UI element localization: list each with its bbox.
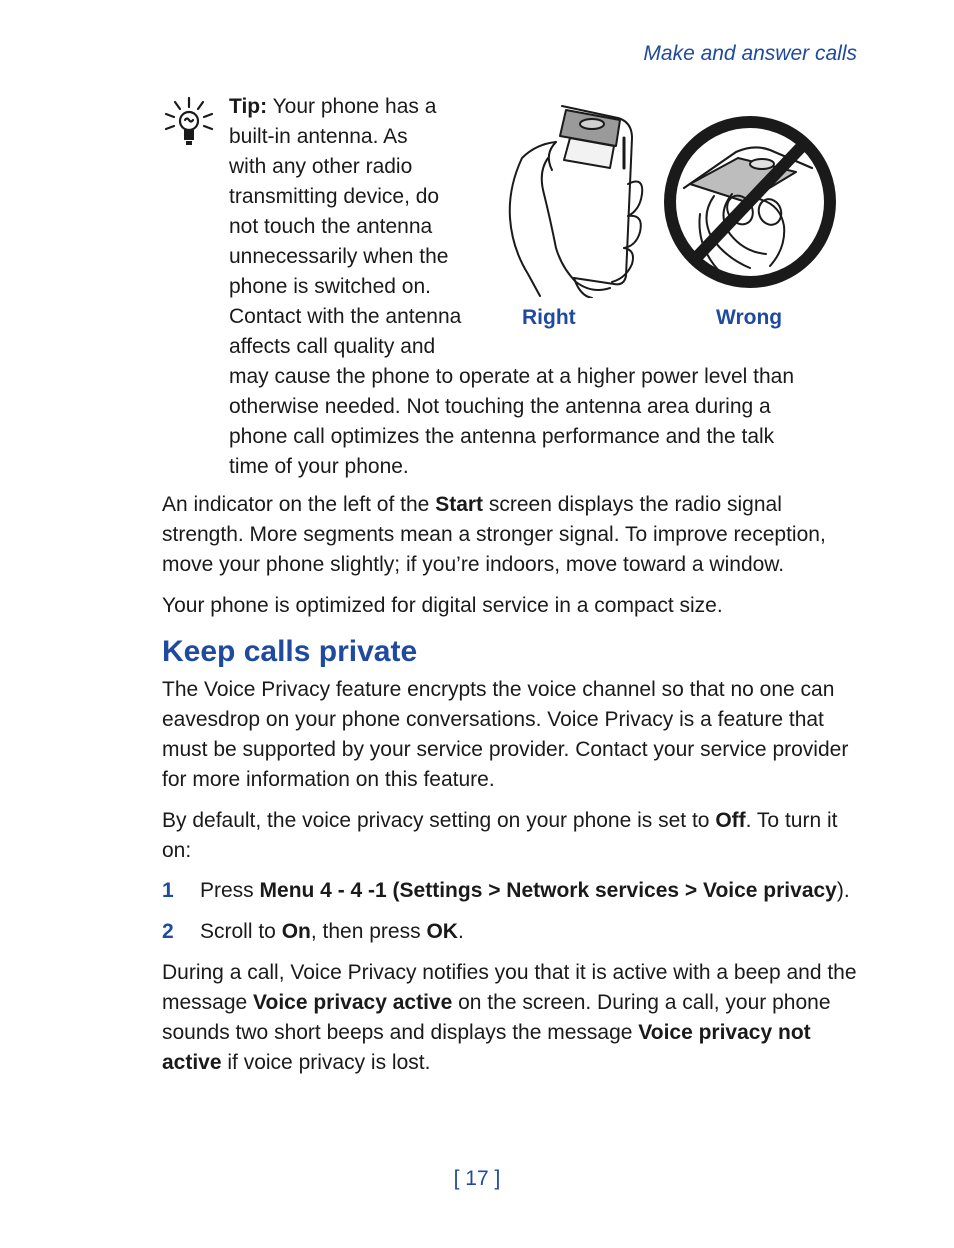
right-hand-illustration — [510, 106, 642, 298]
text-run: An indicator on the left of the — [162, 493, 436, 516]
step-2 — [162, 917, 862, 947]
text-run: ). — [836, 879, 850, 902]
text-run: screen displays the radio signal strength. More segments mean a stronger signal. To improve reception, move your phone slightly; if you’re indoors, move toward a window. — [162, 493, 826, 576]
tip-line: transmitting device, do — [229, 185, 440, 208]
during-call-paragraph — [162, 958, 862, 1078]
voice-privacy-intro — [162, 675, 862, 795]
step-number: 1 — [162, 879, 174, 902]
tip-line: may cause the phone to operate at a higher power level than — [229, 365, 795, 388]
tip-line: time of your phone. — [229, 455, 409, 478]
tip-line: Contact with the antenna — [229, 305, 462, 328]
text-run: Press — [200, 879, 260, 902]
tip-line: unnecessarily when the — [229, 245, 449, 268]
tip-line: built-in antenna. As — [229, 125, 408, 148]
optimized-paragraph — [162, 591, 862, 621]
page-number: [ 17 ] — [453, 1167, 501, 1190]
on-term: On — [281, 920, 311, 943]
text-run: Scroll to — [200, 920, 282, 943]
optimized-text: Your phone is optimized for digital service in a compact size. — [162, 594, 723, 617]
tip-text: Your phone has a — [267, 95, 437, 118]
voice-privacy-active-message: Voice privacy active — [253, 991, 453, 1014]
text-run: . To turn it on: — [162, 809, 838, 862]
tip-line: otherwise needed. Not touching the antenna area during a — [229, 395, 771, 418]
tip-line: affects call quality and — [229, 335, 436, 358]
figure-label-right: Right — [522, 306, 576, 329]
lightbulb-icon — [163, 96, 215, 152]
tip-line — [229, 92, 436, 122]
start-screen-term: Start — [435, 493, 484, 516]
default-setting-paragraph — [162, 806, 862, 866]
ok-term: OK — [426, 920, 458, 943]
tip-line: with any other radio — [229, 155, 413, 178]
tip-line: phone is switched on. — [229, 275, 431, 298]
figure-label-wrong: Wrong — [716, 306, 783, 329]
tip-line: not touch the antenna — [229, 215, 433, 238]
signal-indicator-paragraph — [162, 490, 862, 580]
voice-privacy-not-active-message: Voice privacy not active — [162, 1021, 811, 1074]
text-run: on the screen. During a call, your phone sounds two short beeps and displays the message — [162, 991, 831, 1044]
text-run: , then press — [310, 920, 427, 943]
tip-label: Tip: — [229, 95, 268, 118]
text-run: if voice privacy is lost. — [221, 1051, 431, 1074]
text-run: . — [457, 920, 464, 943]
text-run: During a call, Voice Privacy notifies you that it is active with a beep and the message — [162, 961, 857, 1014]
phone-holding-illustration — [500, 98, 850, 298]
step-1 — [162, 876, 882, 906]
menu-path: Menu 4 - 4 -1 (Settings > Network services > Voice privacy — [259, 879, 837, 902]
step-number: 2 — [162, 920, 174, 943]
running-header: Make and answer calls — [643, 42, 857, 65]
intro-text: The Voice Privacy feature encrypts the voice channel so that no one can eavesdrop on your phone conversations. Voice Privacy is a feature that must be supported by your service provider. Contact your service provider for more information on this feature. — [162, 678, 849, 791]
tip-line: phone call optimizes the antenna performance and the talk — [229, 425, 775, 448]
section-heading: Keep calls private — [162, 635, 418, 668]
off-term: Off — [715, 809, 746, 832]
wrong-hand-illustration — [670, 122, 830, 282]
text-run: By default, the voice privacy setting on your phone is set to — [162, 809, 716, 832]
